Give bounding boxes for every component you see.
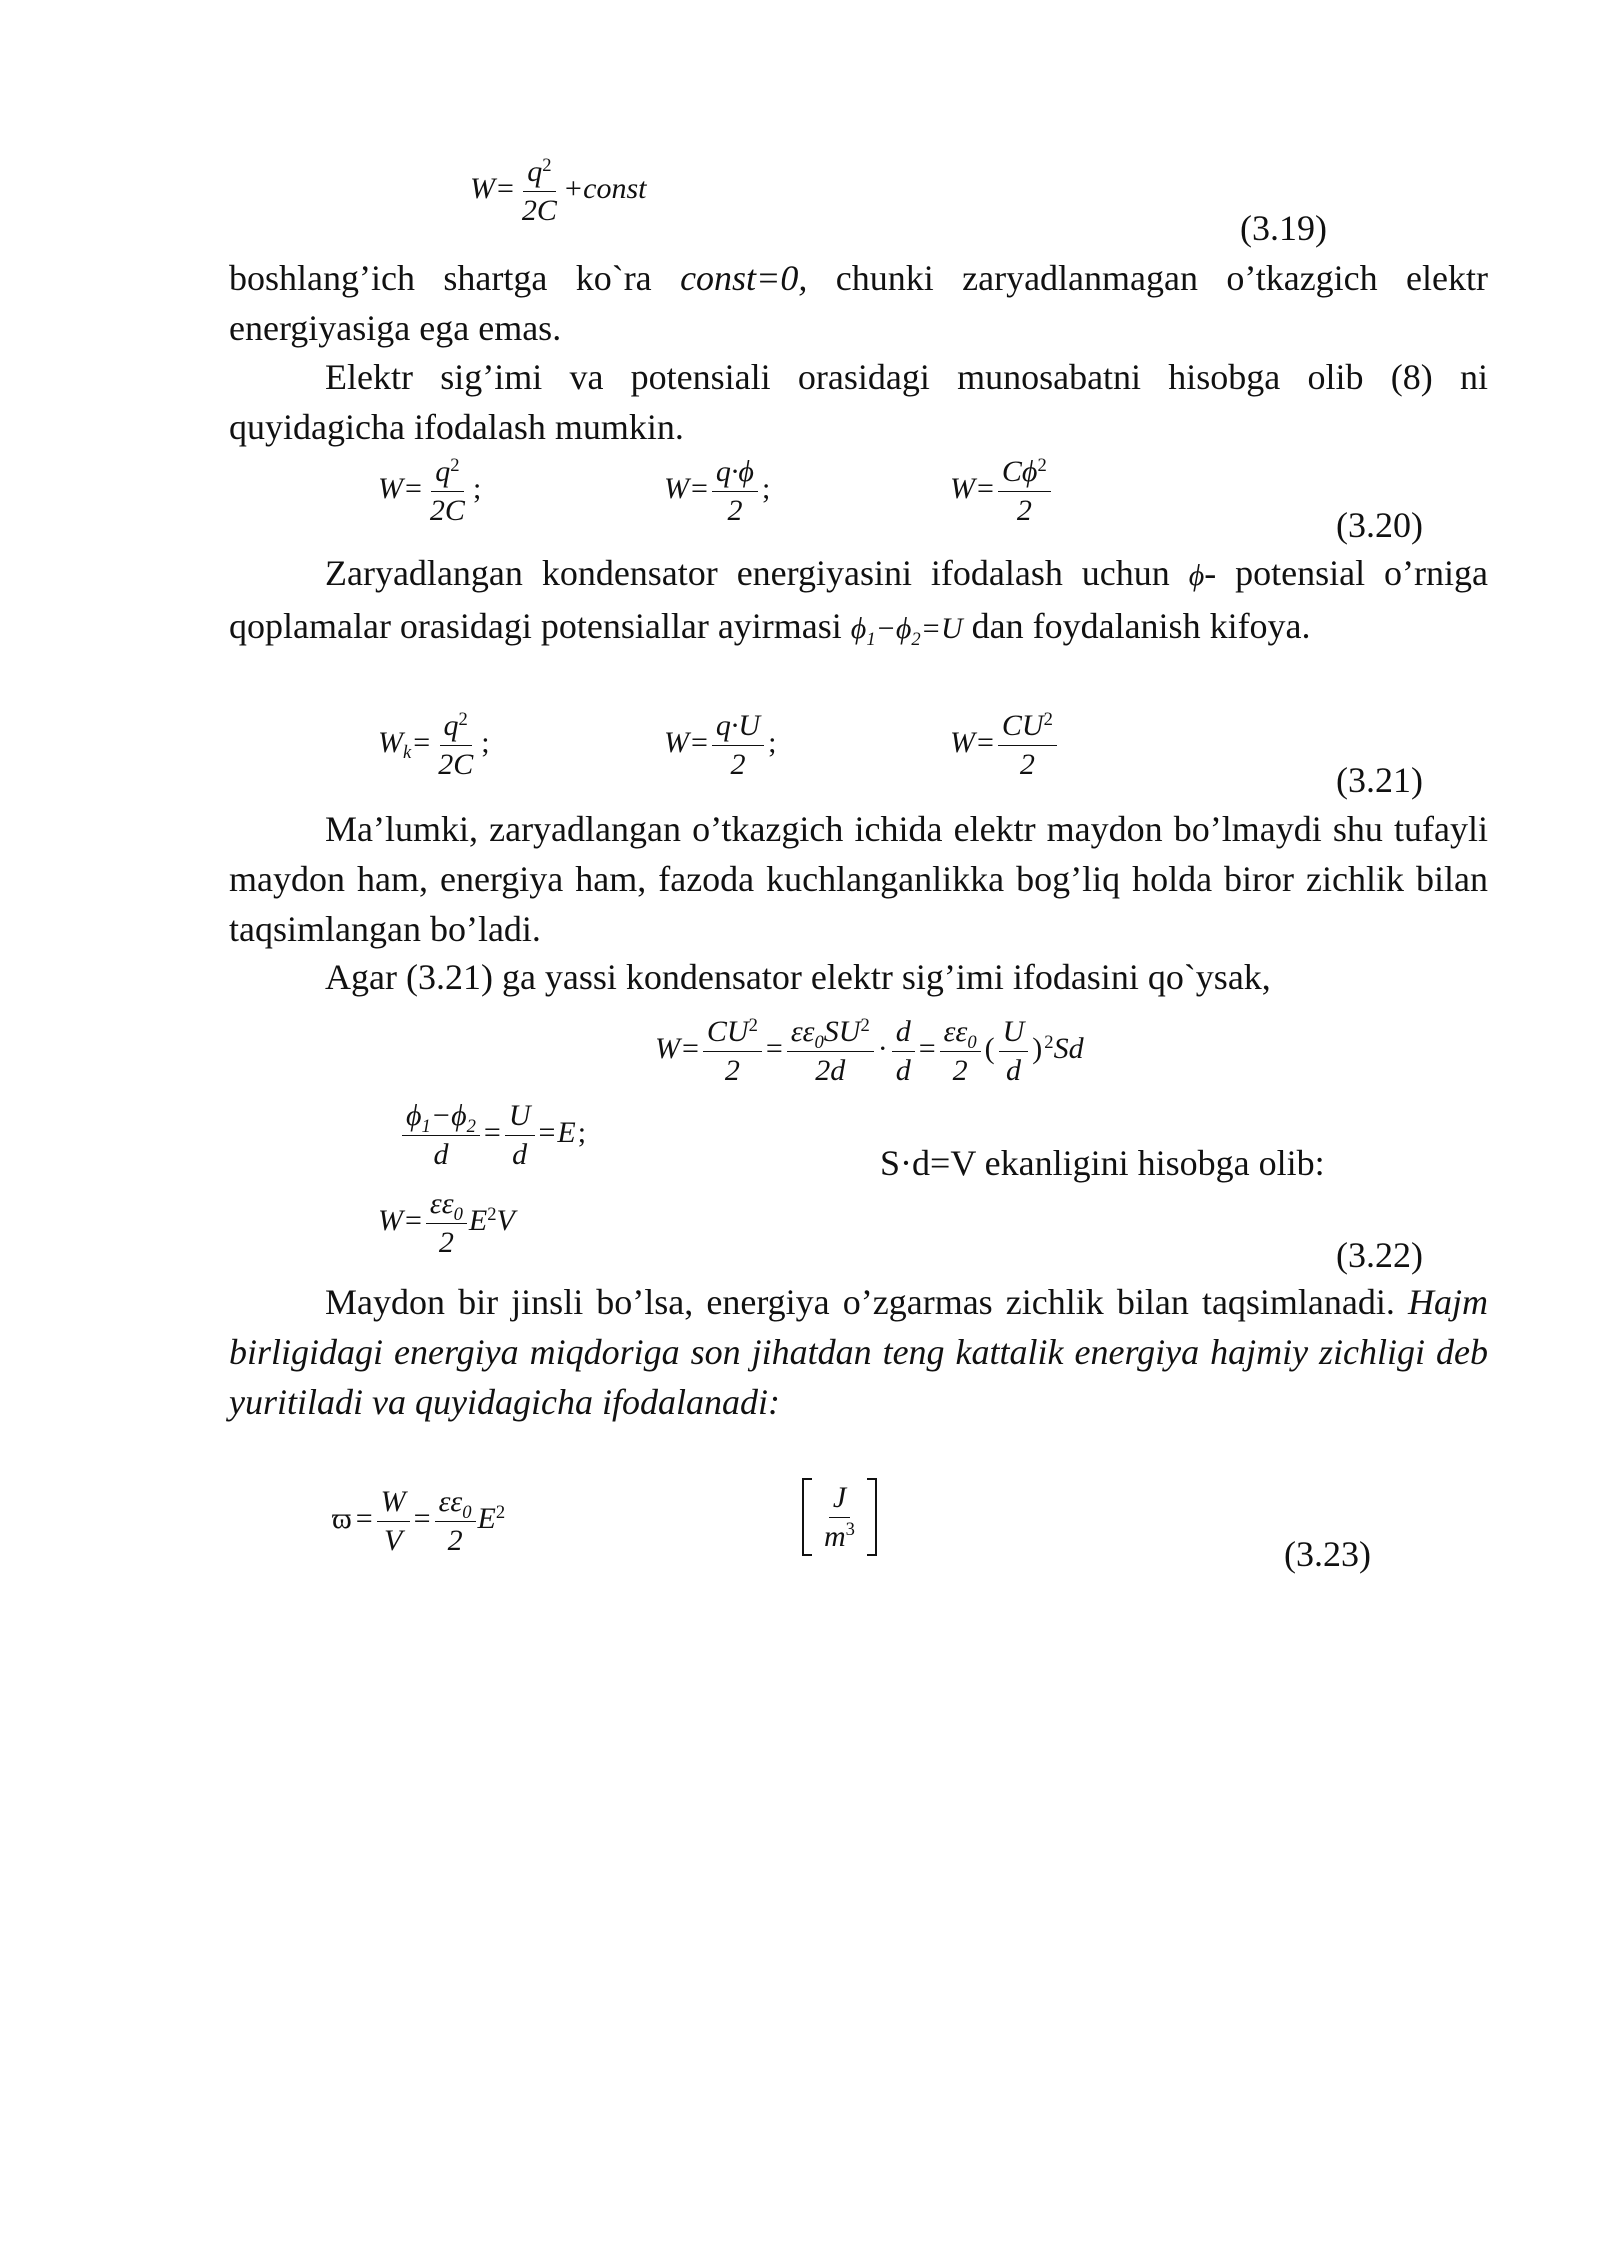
equation-3-20-c: W= $\frac{C\phi^2}{2}$ — [950, 456, 1053, 526]
fraction: $\frac{q^2}{2C}$ — [521, 154, 557, 227]
equation-number: (3.20) — [1336, 505, 1423, 545]
equation-number: (3.23) — [1284, 1534, 1371, 1574]
equation-number: (3.22) — [1336, 1235, 1423, 1275]
equation-3-20-a: W= $\frac{q^2}{2C}$ ; — [378, 454, 482, 527]
equation-3-23: ϖ = $\frac{W}{V}$ = $\frac{\varepsilon\varepsilon_0}{2}$ $E^2$ — [332, 1485, 506, 1557]
inline-remark: S·d=V ekanligini hisobga olib: — [880, 1143, 1325, 1183]
paragraph: boshlang’ich shartga ko`ra const=0, chunki zaryadlanmagan o’tkazgich elektr energiyasiga ega emas. — [229, 258, 1489, 348]
equation-number: (3.19) — [1240, 208, 1327, 248]
equation-3-20-b: W= $\frac{q\cdot\phi}{2}$ ; — [664, 455, 771, 527]
paragraph: Maydon bir jinsli bo’lsa, energiya o’zgarmas zichlik bilan taqsimlanadi. Hajm birligidagi energiya miqdoriga son jihatdan teng kattalik energiya hajmiy zichligi deb yuritiladi va quyidagicha ifodalanadi: — [229, 1282, 1488, 1422]
equation-3-22: W= $\frac{\varepsilon\varepsilon_0}{2}$ $E^2V$ — [378, 1187, 515, 1259]
equation-3-21-c: W= $\frac{CU^2}{2}$ — [950, 710, 1059, 780]
paragraph: Zaryadlangan kondensator energiyasini ifodalash uchun ϕ- potensial o’rniga qoplamalar orasidagi potensiallar ayirmasi $\phi_1-\phi_2=U$ dan foydalanish kifoya. — [229, 553, 1488, 650]
paragraph: Ma’lumki, zaryadlangan o’tkazgich ichida elektr maydon bo’lmaydi shu tufayli maydon ham, energiya ham, fazoda kuchlanganlikka bog’liq holda biror zichlik bilan taqsimlangan bo’ladi. — [229, 809, 1488, 949]
unit-bracket: J $m^3$ — [802, 1478, 877, 1556]
paragraph: Elektr sig’imi va potensiali orasidagi munosabatni hisobga olib (8) ni quyidagicha ifodalash mumkin. — [229, 357, 1488, 447]
equation-number: (3.21) — [1336, 760, 1423, 800]
paragraph: Agar (3.21) ga yassi kondensator elektr sig’imi ifodasini qo`ysak, — [325, 957, 1271, 997]
equation-3-19: W= $\frac{q^2}{2C}$ +const — [470, 154, 647, 227]
equation-derivation: W= $\frac{CU^2}{2}$ = $\frac{\varepsilon\varepsilon_0SU^2}{2d}$ · $\frac{d}{d}$ = $\frac{\varepsilon\varepsilon_0}{2}$ ( $\frac{U}{d}$ ) $^2$Sd — [655, 1014, 1084, 1087]
equation-3-21-b: W= $\frac{q\cdot U}{2}$ ; — [664, 709, 777, 781]
equation-field: $\frac{\phi_1-\phi_2}{d}$ = $\frac{U}{d}$ =E; — [400, 1100, 588, 1170]
equation-3-21-a: $W_k=$ $\frac{q^2}{2C}$ ; — [378, 708, 490, 781]
